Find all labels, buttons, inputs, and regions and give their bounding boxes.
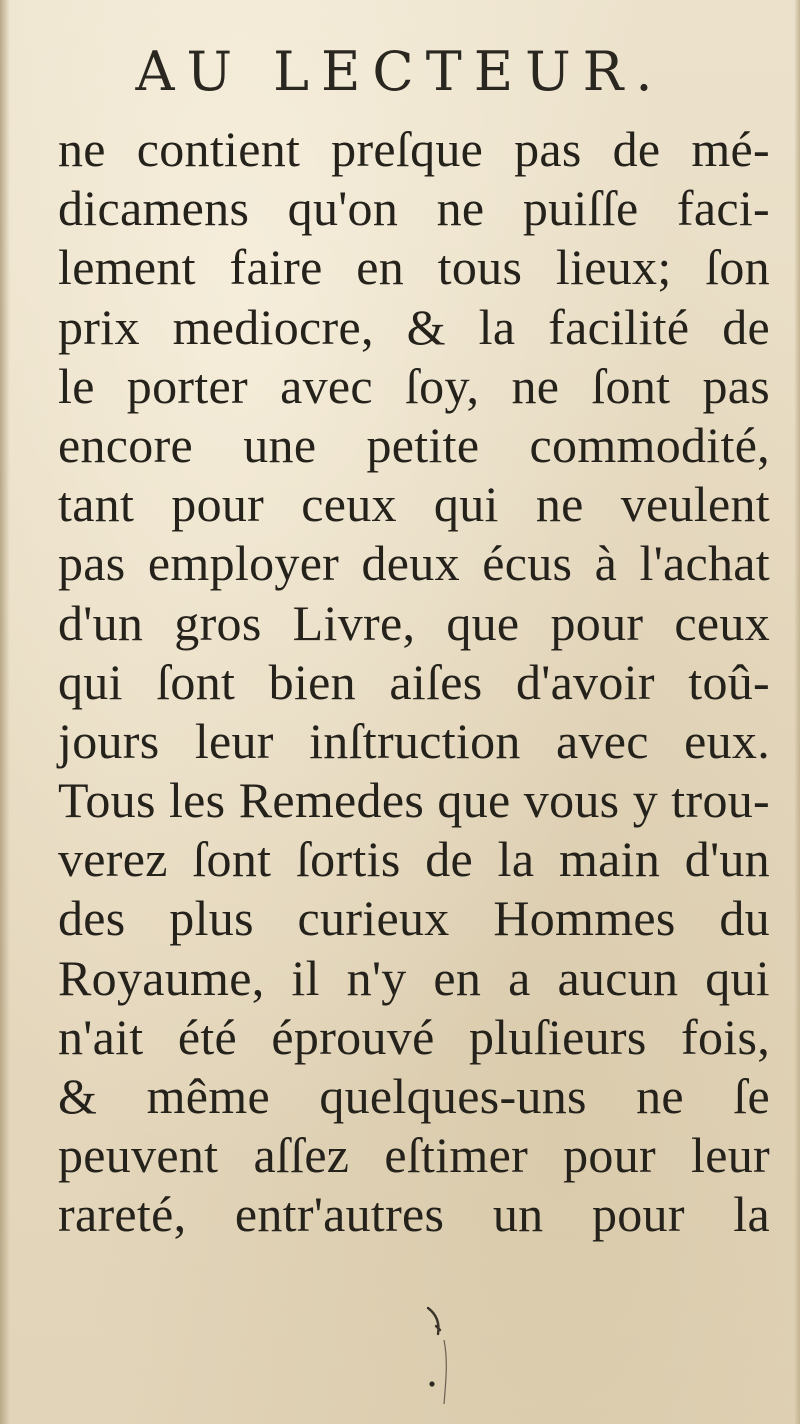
text-line: Royaume, il n'y en a aucun qui [58, 949, 770, 1006]
page-mark [418, 1300, 458, 1410]
text-line: & même quelques-uns ne ſe [58, 1068, 770, 1124]
text-line: jours leur inſtruction avec eux. [58, 712, 770, 769]
text-line: des plus curieux Hommes du [58, 890, 770, 947]
text-line: Tous les Remedes que vous y trou- [58, 772, 770, 829]
text-line: le porter avec ſoy, ne ſont pas [58, 357, 770, 414]
text-line: d'un gros Livre, que pour ceux [58, 594, 770, 651]
text-line: prix mediocre, & la facilité de [58, 298, 770, 355]
text-line: dicamens qu'on ne puiſſe faci- [58, 180, 770, 237]
page-edge-left [0, 0, 10, 1424]
text-line: n'ait été éprouvé pluſieurs fois, [58, 1008, 770, 1065]
text-line: rareté, entr'autres un pour la [58, 1186, 770, 1243]
text-line: ne contient preſque pas de mé- [58, 121, 770, 177]
body-text [58, 120, 770, 1245]
text-line: tant pour ceux qui ne veulent [58, 476, 770, 533]
text-line: lement faire en tous lieux; ſon [58, 239, 770, 296]
running-head: AU LECTEUR. [135, 40, 665, 103]
text-line: peuvent aſſez eſtimer pour leur [58, 1127, 770, 1184]
text-line: pas employer deux écus à l'achat [58, 535, 770, 592]
text-line: encore une petite commodité, [58, 416, 770, 473]
page-edge-right [794, 0, 800, 1424]
text-line: verez ſont ſortis de la main d'un [58, 831, 770, 888]
text-line: qui ſont bien aiſes d'avoir toû- [58, 653, 770, 710]
